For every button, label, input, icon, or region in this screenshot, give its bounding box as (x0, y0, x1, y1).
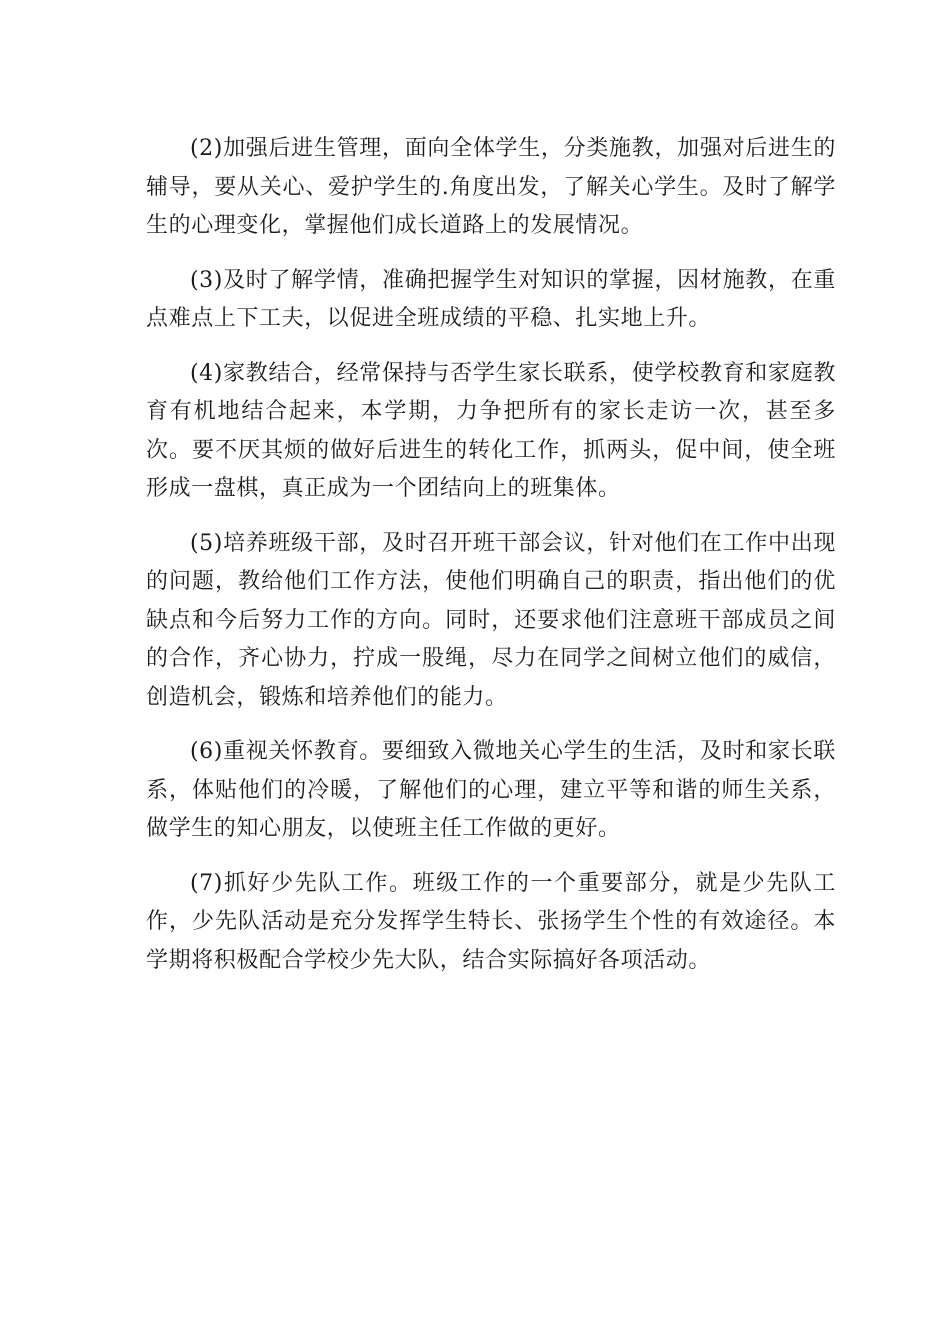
document-body (146, 130, 836, 996)
paragraph-6: (6)重视关怀教育。要细致入微地关心学生的生活，及时和家长联系，体贴他们的冷暖，了解他们的心理，建立平等和谐的师生关系，做学生的知心朋友，以使班主任工作做的更好。 (146, 739, 836, 841)
paragraph-4: (4)家教结合，经常保持与否学生家长联系，使学校教育和家庭教育有机地结合起来，本学期，力争把所有的家长走访一次，甚至多次。要不厌其烦的做好后进生的转化工作，抓两头，促中间，使全班形成一盘棋，真正成为一个团结向上的班集体。 (146, 360, 836, 501)
paragraph-2: (2)加强后进生管理，面向全体学生，分类施教，加强对后进生的辅导，要从关心、爱护学生的.角度出发，了解关心学生。及时了解学生的心理变化，掌握他们成长道路上的发展情况。 (146, 136, 836, 238)
paragraph-3: (3)及时了解学情，准确把握学生对知识的掌握，因材施教，在重点难点上下工夫，以促进全班成绩的平稳、扎实地上升。 (146, 267, 836, 331)
paragraph-7: (7)抓好少先队工作。班级工作的一个重要部分，就是少先队工作，少先队活动是充分发挥学生特长、张扬学生个性的有效途径。本学期将积极配合学校少先大队，结合实际搞好各项活动。 (146, 870, 836, 973)
paragraph-5: (5)培养班级干部，及时召开班干部会议，针对他们在工作中出现的问题，教给他们工作方法，使他们明确自己的职责，指出他们的优缺点和今后努力工作的方向。同时，还要求他们注意班干部成员之间的合作，齐心协力，拧成一股绳，尽力在同学之间树立他们的威信，创造机会，锻炼和培养他们的能力。 (146, 530, 836, 710)
